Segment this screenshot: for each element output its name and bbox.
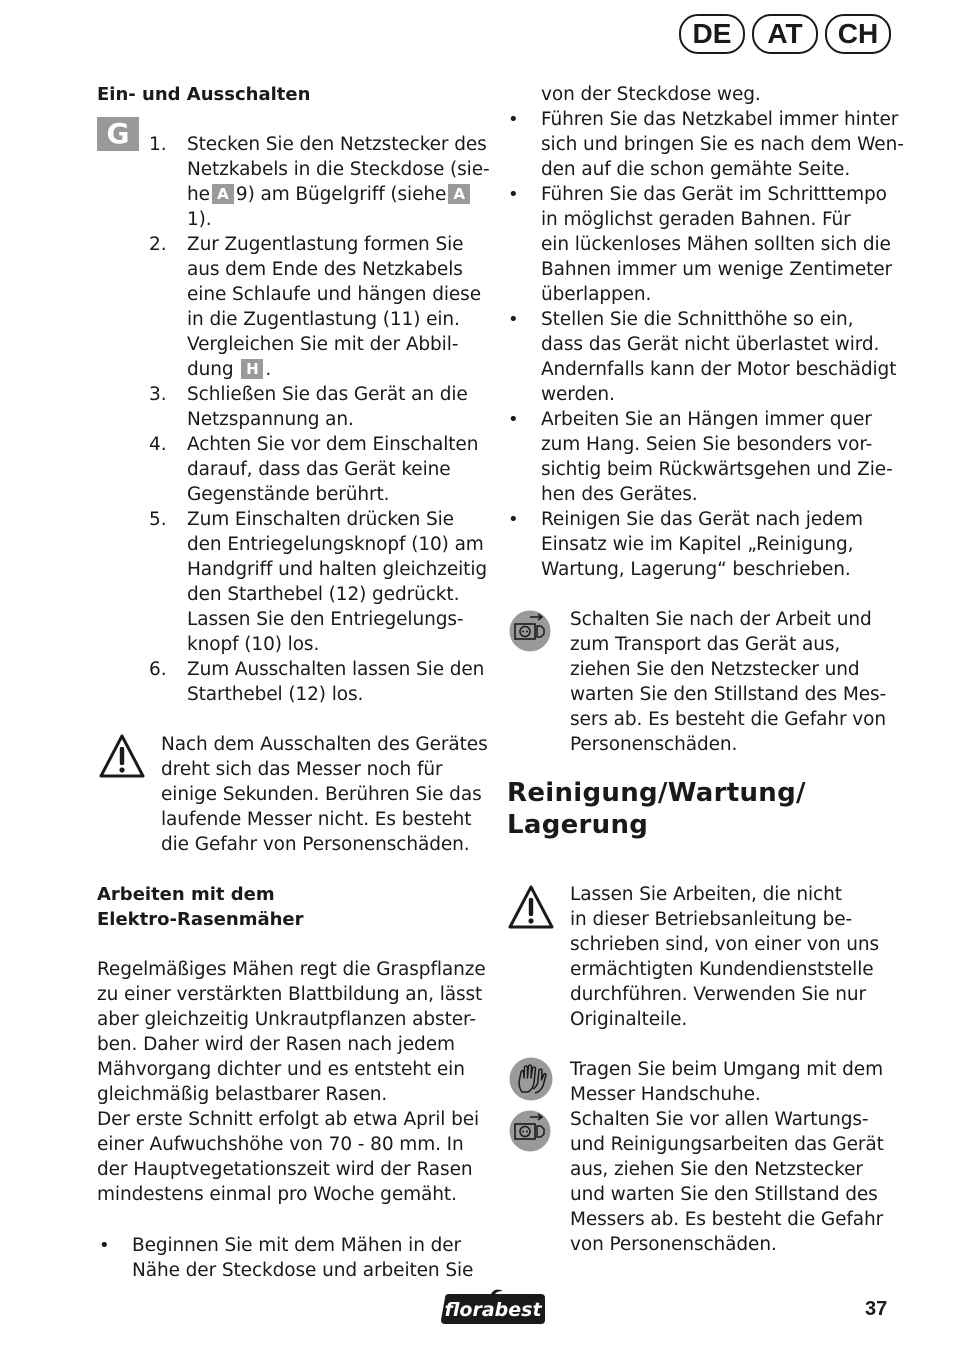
step-text — [187, 357, 271, 382]
warning-text: in dieser Betriebsanleitung be- — [570, 909, 853, 930]
warning-text: Nach dem Ausschalten des Gerätes — [161, 734, 488, 755]
bullet-dot: • — [508, 309, 519, 330]
bullet-text: überlappen. — [541, 284, 652, 305]
note-text: von Personenschäden. — [570, 1234, 777, 1255]
bullet-dot: • — [99, 1235, 110, 1256]
step-text: Lassen Sie den Entriegelungs- — [187, 609, 464, 630]
step-text: darauf, dass das Gerät keine — [187, 459, 451, 480]
note-text: Messer Handschuhe. — [570, 1084, 761, 1105]
step-number: 2. — [149, 234, 167, 255]
paragraph-line: der Hauptvegetationszeit wird der Rasen — [97, 1159, 473, 1180]
bullet-dot: • — [508, 184, 519, 205]
bullet-text: werden. — [541, 384, 615, 405]
step-text: Starthebel (12) los. — [187, 684, 364, 705]
warning-text: durchführen. Verwenden Sie nur — [570, 984, 866, 1005]
note-text: Schalten Sie nach der Arbeit und — [570, 609, 872, 630]
step-number: 1. — [149, 134, 167, 155]
florabest-logo — [437, 1288, 549, 1326]
step-text: Gegenstände berührt. — [187, 484, 390, 505]
country-badge-de: DE — [679, 14, 745, 54]
chapter-title: Lagerung — [507, 810, 649, 840]
note-text: Tragen Sie beim Umgang mit dem — [570, 1059, 883, 1080]
note-text: sers ab. Es besteht die Gefahr von — [570, 709, 886, 730]
note-text: aus, ziehen Sie den Netzstecker — [570, 1159, 863, 1180]
note-text: und warten Sie den Stillstand des — [570, 1184, 878, 1205]
step-text: Schließen Sie das Gerät an die — [187, 384, 468, 405]
step-text: den Starthebel (12) gedrückt. — [187, 584, 460, 605]
note-text: warten Sie den Stillstand des Mes- — [570, 684, 887, 705]
bullet-text: ein lückenloses Mähen sollten sich die — [541, 234, 891, 255]
step-text: Stecken Sie den Netzstecker des — [187, 134, 487, 155]
warning-triangle-icon — [507, 884, 555, 930]
warning-text: Lassen Sie Arbeiten, die nicht — [570, 884, 842, 905]
paragraph-line: ben. Daher wird der Rasen nach jedem — [97, 1034, 455, 1055]
bullet-text: Arbeiten Sie an Hängen immer quer — [541, 409, 872, 430]
note-text: ziehen Sie den Netzstecker und — [570, 659, 860, 680]
bullet-dot: • — [508, 109, 519, 130]
warning-text: schrieben sind, von einer von uns — [570, 934, 880, 955]
warning-text: ermächtigten Kundendienststelle — [570, 959, 874, 980]
note-text: Personenschäden. — [570, 734, 738, 755]
step-text: 1). — [187, 209, 212, 230]
paragraph-line: mindestens einmal pro Woche gemäht. — [97, 1184, 457, 1205]
step-text: Vergleichen Sie mit der Abbil- — [187, 334, 459, 355]
bullet-text: zum Hang. Seien Sie besonders vor- — [541, 434, 873, 455]
bullet-text: Andernfalls kann der Motor beschädigt — [541, 359, 897, 380]
step-text-part: he — [187, 184, 210, 205]
step-text — [187, 182, 472, 207]
step-text-part: . — [265, 359, 272, 380]
bullet-dot: • — [508, 509, 519, 530]
unplug-icon — [508, 609, 552, 653]
bullet-text: dass das Gerät nicht überlastet wird. — [541, 334, 880, 355]
paragraph-line: Mähvorgang dichter und es entsteht ein — [97, 1059, 465, 1080]
bullet-text: Bahnen immer um wenige Zentimeter — [541, 259, 893, 280]
warning-text: dreht sich das Messer noch für — [161, 759, 443, 780]
bullet-text: Führen Sie das Netzkabel immer hinter — [541, 109, 899, 130]
paragraph-line: zu einer verstärkten Blattbildung an, lässt — [97, 984, 483, 1005]
step-text: Netzkabels in die Steckdose (sie- — [187, 159, 490, 180]
bullet-text: sichtig beim Rückwärtsgehen und Zie- — [541, 459, 893, 480]
figure-badge-g: G — [97, 117, 139, 151]
step-number: 3. — [149, 384, 167, 405]
step-text: in die Zugentlastung (11) ein. — [187, 309, 460, 330]
note-text: Schalten Sie vor allen Wartungs- — [570, 1109, 869, 1130]
step-text-part: 9) am Bügelgriff (siehe — [235, 184, 447, 205]
bullet-text: Nähe der Steckdose und arbeiten Sie — [132, 1260, 474, 1281]
step-text: aus dem Ende des Netzkabels — [187, 259, 463, 280]
step-number: 5. — [149, 509, 167, 530]
warning-text: einige Sekunden. Berühren Sie das — [161, 784, 482, 805]
step-text: den Entriegelungsknopf (10) am — [187, 534, 484, 555]
bullet-text: Stellen Sie die Schnitthöhe so ein, — [541, 309, 854, 330]
bullet-text: Wartung, Lagerung“ beschrieben. — [541, 559, 851, 580]
step-text: eine Schlaufe und hängen diese — [187, 284, 482, 305]
bullet-text: den auf die schon gemähte Seite. — [541, 159, 851, 180]
note-text: Messers ab. Es besteht die Gefahr — [570, 1209, 884, 1230]
step-text: Netzspannung an. — [187, 409, 354, 430]
bullet-text: Einsatz wie im Kapitel „Reinigung, — [541, 534, 854, 555]
bullet-text: Führen Sie das Gerät im Schritttempo — [541, 184, 887, 205]
figure-ref-a: A — [448, 184, 470, 204]
page-number: 37 — [865, 1298, 888, 1320]
bullet-text: von der Steckdose weg. — [541, 84, 761, 105]
paragraph-line: gleichmäßig belastbarer Rasen. — [97, 1084, 388, 1105]
bullet-text: hen des Gerätes. — [541, 484, 698, 505]
step-number: 6. — [149, 659, 167, 680]
warning-text: laufende Messer nicht. Es besteht — [161, 809, 472, 830]
step-text: Zum Einschalten drücken Sie — [187, 509, 454, 530]
note-text: und Reinigungsarbeiten das Gerät — [570, 1134, 884, 1155]
step-text: Achten Sie vor dem Einschalten — [187, 434, 479, 455]
gloves-icon — [508, 1056, 554, 1102]
step-text: Handgriff und halten gleichzeitig — [187, 559, 487, 580]
unplug-icon — [508, 1109, 552, 1153]
step-text: Zur Zugentlastung formen Sie — [187, 234, 464, 255]
step-number: 4. — [149, 434, 167, 455]
section-title-working: Elektro-Rasenmäher — [97, 909, 304, 930]
bullet-text: Beginnen Sie mit dem Mähen in der — [132, 1235, 462, 1256]
paragraph-line: Regelmäßiges Mähen regt die Graspflanze — [97, 959, 486, 980]
warning-text: Originalteile. — [570, 1009, 688, 1030]
country-badge-at: AT — [752, 14, 818, 54]
paragraph-line: aber gleichzeitig Unkrautpflanzen abster- — [97, 1009, 476, 1030]
section-title-switching: Ein- und Ausschalten — [97, 84, 311, 105]
country-badge-ch: CH — [825, 14, 891, 54]
chapter-title: Reinigung/Wartung/ — [507, 778, 806, 808]
step-text: knopf (10) los. — [187, 634, 320, 655]
step-text: Zum Ausschalten lassen Sie den — [187, 659, 485, 680]
florabest-logo-text: florabest — [444, 1299, 542, 1321]
step-text-part: dung — [187, 359, 234, 380]
figure-ref-h: H — [241, 359, 263, 379]
warning-text: die Gefahr von Personenschäden. — [161, 834, 470, 855]
paragraph-line: Der erste Schnitt erfolgt ab etwa April bei — [97, 1109, 480, 1130]
bullet-dot: • — [508, 409, 519, 430]
bullet-text: Reinigen Sie das Gerät nach jedem — [541, 509, 863, 530]
note-text: zum Transport das Gerät aus, — [570, 634, 841, 655]
warning-triangle-icon — [98, 733, 146, 779]
paragraph-line: einer Aufwuchshöhe von 70 - 80 mm. In — [97, 1134, 464, 1155]
bullet-text: sich und bringen Sie es nach dem Wen- — [541, 134, 904, 155]
figure-ref-a: A — [212, 184, 234, 204]
bullet-text: in möglichst geraden Bahnen. Für — [541, 209, 851, 230]
section-title-working: Arbeiten mit dem — [97, 884, 275, 905]
